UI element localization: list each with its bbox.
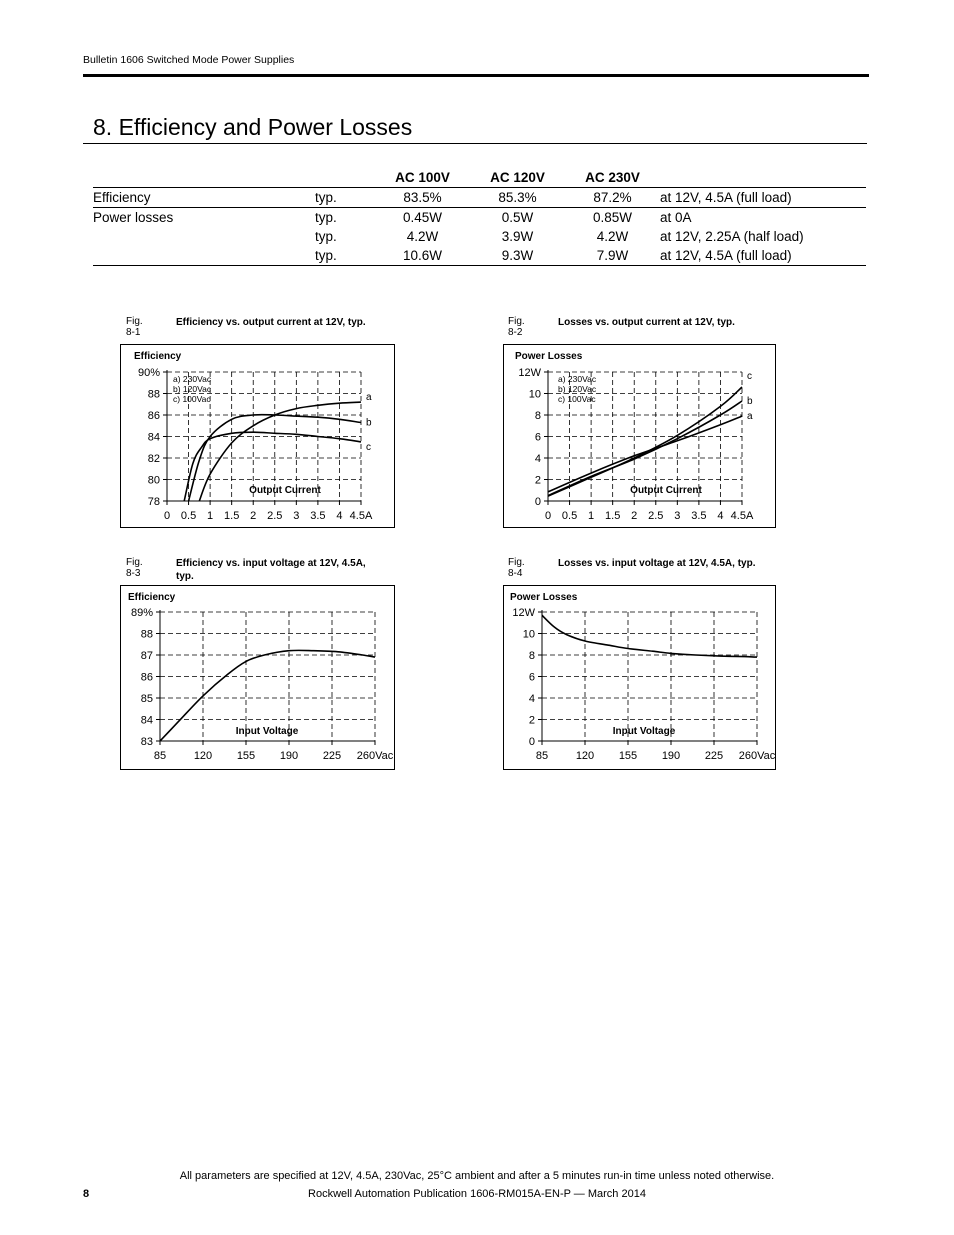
x-tick-label: 1 bbox=[207, 510, 214, 522]
publication-info: Rockwell Automation Publication 1606-RM015A-EN-P — March 2014 bbox=[308, 1188, 646, 1200]
figure-number: Fig. 8-1 bbox=[126, 316, 143, 338]
x-axis-label: Input Voltage bbox=[235, 726, 299, 737]
chart-title: Efficiency bbox=[128, 592, 176, 603]
y-tick-label: 90% bbox=[137, 367, 160, 379]
x-tick-label: 4.5A bbox=[349, 510, 373, 522]
y-tick-label: 80 bbox=[147, 474, 160, 487]
losses-vs-output-current-chart bbox=[503, 344, 776, 528]
x-tick-label: 260Vac bbox=[738, 750, 776, 762]
x-tick-label: 2.5 bbox=[267, 510, 283, 522]
x-tick-label: 225 bbox=[322, 750, 342, 762]
table-cell: Power losses bbox=[93, 210, 174, 225]
chart-title: Power Losses bbox=[515, 351, 583, 362]
x-tick-label: 120 bbox=[575, 750, 595, 762]
table-cell: typ. bbox=[315, 229, 337, 244]
y-tick-label: 6 bbox=[528, 671, 535, 684]
x-axis-label: Output Current bbox=[249, 485, 321, 496]
table-cell: typ. bbox=[315, 246, 375, 266]
series-label: c bbox=[747, 371, 752, 383]
table-cell: at 12V, 4.5A (full load) bbox=[660, 188, 866, 208]
y-tick-label: 8 bbox=[534, 410, 541, 422]
header-cell: AC 100V bbox=[375, 168, 470, 188]
header-cell bbox=[93, 168, 315, 188]
figure-caption-text: Losses vs. output current at 12V, typ. bbox=[558, 317, 735, 328]
x-tick-label: 3 bbox=[674, 510, 681, 522]
x-tick-label: 155 bbox=[236, 750, 256, 762]
legend-entry: b) 120Vac bbox=[558, 384, 597, 394]
table-cell: at 12V, 2.25A (half load) bbox=[660, 229, 804, 244]
series-label: a bbox=[366, 392, 372, 404]
spec-table-header bbox=[93, 168, 866, 188]
table-cell: 4.2W bbox=[596, 229, 629, 244]
y-tick-label: 10 bbox=[528, 388, 541, 401]
x-axis-label: Output Current bbox=[630, 485, 702, 496]
figure-caption-text: Efficiency vs. input voltage at 12V, 4.5A, typ. bbox=[176, 558, 366, 582]
x-tick-label: 0 bbox=[544, 510, 552, 522]
y-tick-label: 83 bbox=[140, 736, 153, 748]
y-tick-label: 6 bbox=[534, 431, 541, 444]
x-tick-label: 4 bbox=[717, 510, 724, 522]
y-tick-label: 86 bbox=[147, 410, 160, 422]
x-tick-label: 0.5 bbox=[180, 510, 197, 522]
legend-entry: b) 120Vac bbox=[173, 384, 212, 394]
y-tick-label: 86 bbox=[140, 671, 153, 684]
header-cell: AC 120V bbox=[470, 168, 565, 188]
chart-frame bbox=[121, 586, 395, 770]
section-title: 8. Efficiency and Power Losses bbox=[93, 114, 413, 140]
table-cell: typ. bbox=[315, 210, 337, 225]
x-tick-label: 85 bbox=[153, 750, 167, 762]
footnote: All parameters are specified at 12V, 4.5A, 230Vac, 25°C ambient and after a 5 minutes run-in time unless noted otherwise. bbox=[179, 1170, 775, 1182]
legend-entry: c) 100Vac bbox=[558, 394, 596, 404]
table-cell: 0.5W bbox=[501, 210, 534, 225]
x-tick-label: 85 bbox=[535, 750, 549, 762]
y-tick-label: 0 bbox=[534, 496, 541, 508]
y-tick-label: 12W bbox=[518, 367, 541, 379]
x-axis-label: Input Voltage bbox=[612, 726, 676, 737]
table-cell: 7.9W bbox=[565, 246, 660, 266]
series-label: a bbox=[747, 411, 753, 423]
spec-table bbox=[93, 168, 866, 266]
table-cell: Efficiency bbox=[93, 188, 315, 208]
table-row bbox=[93, 208, 866, 228]
title-rule bbox=[83, 143, 867, 144]
chart-title: Power Losses bbox=[510, 592, 578, 603]
table-cell bbox=[93, 246, 315, 266]
x-tick-label: 2 bbox=[250, 510, 257, 522]
x-tick-label: 3 bbox=[293, 510, 300, 522]
x-tick-label: 155 bbox=[618, 750, 638, 762]
legend-entry: c) 100Vac bbox=[173, 394, 211, 404]
series-line-main bbox=[542, 615, 757, 657]
table-cell: 9.3W bbox=[470, 246, 565, 266]
y-tick-label: 85 bbox=[140, 693, 153, 705]
x-tick-label: 0 bbox=[163, 510, 171, 522]
losses-vs-input-voltage-chart bbox=[503, 585, 776, 770]
y-tick-label: 2 bbox=[534, 474, 541, 487]
running-header: Bulletin 1606 Switched Mode Power Supplies bbox=[83, 54, 295, 66]
figure-number: Fig. 8-3 bbox=[126, 557, 143, 579]
table-cell: at 0A bbox=[660, 210, 692, 225]
y-tick-label: 84 bbox=[147, 431, 160, 444]
figure-number: Fig. 8-2 bbox=[508, 316, 525, 338]
y-tick-label: 4 bbox=[528, 693, 535, 705]
x-tick-label: 4 bbox=[336, 510, 343, 522]
legend-entry: a) 230Vac bbox=[558, 374, 597, 384]
y-tick-label: 2 bbox=[528, 714, 535, 727]
y-tick-label: 10 bbox=[522, 628, 535, 641]
figure-number: Fig. 8-4 bbox=[508, 557, 525, 579]
y-tick-label: 88 bbox=[140, 628, 153, 641]
x-tick-label: 225 bbox=[704, 750, 724, 762]
table-cell: 85.3% bbox=[470, 188, 565, 208]
table-cell bbox=[93, 227, 315, 246]
page-number: 8 bbox=[83, 1188, 90, 1200]
header-cell bbox=[660, 168, 866, 188]
figure-caption-text: Efficiency vs. output current at 12V, typ. bbox=[176, 317, 366, 328]
x-tick-label: 190 bbox=[661, 750, 681, 762]
x-tick-label: 1.5 bbox=[605, 510, 621, 522]
y-tick-label: 82 bbox=[147, 453, 160, 465]
efficiency-vs-input-voltage-chart bbox=[120, 585, 395, 770]
y-tick-label: 12W bbox=[512, 607, 535, 619]
y-tick-label: 84 bbox=[140, 714, 153, 727]
series-label: c bbox=[366, 441, 371, 453]
series-label: b bbox=[366, 417, 372, 429]
table-cell: typ. bbox=[315, 188, 375, 208]
y-tick-label: 0 bbox=[528, 736, 535, 748]
header-cell: AC 230V bbox=[565, 168, 660, 188]
chart-frame bbox=[504, 586, 776, 770]
table-row bbox=[93, 227, 866, 246]
y-tick-label: 87 bbox=[140, 650, 153, 662]
x-tick-label: 2.5 bbox=[648, 510, 664, 522]
x-tick-label: 1 bbox=[588, 510, 595, 522]
header-cell bbox=[315, 168, 375, 188]
table-cell: 87.2% bbox=[565, 188, 660, 208]
x-tick-label: 3.5 bbox=[691, 510, 707, 522]
table-cell: 83.5% bbox=[375, 188, 470, 208]
chart-title: Efficiency bbox=[134, 351, 182, 362]
x-tick-label: 120 bbox=[193, 750, 213, 762]
table-cell: at 12V, 4.5A (full load) bbox=[660, 246, 866, 266]
x-tick-label: 260Vac bbox=[356, 750, 394, 762]
table-row bbox=[93, 188, 866, 208]
table-cell: 0.85W bbox=[592, 210, 633, 225]
y-tick-label: 8 bbox=[528, 650, 535, 662]
table-cell: 10.6W bbox=[375, 246, 470, 266]
efficiency-vs-output-current-chart bbox=[120, 344, 395, 528]
x-tick-label: 1.5 bbox=[224, 510, 240, 522]
y-tick-label: 88 bbox=[147, 388, 160, 401]
table-cell: 3.9W bbox=[501, 229, 534, 244]
y-tick-label: 4 bbox=[534, 453, 541, 465]
table-cell: 0.45W bbox=[402, 210, 443, 225]
series-label: b bbox=[747, 396, 753, 408]
x-tick-label: 0.5 bbox=[561, 510, 578, 522]
legend-entry: a) 230Vac bbox=[173, 374, 212, 384]
x-tick-label: 2 bbox=[631, 510, 638, 522]
table-cell: 4.2W bbox=[406, 229, 439, 244]
x-tick-label: 3.5 bbox=[310, 510, 326, 522]
y-tick-label: 89% bbox=[130, 607, 153, 619]
x-tick-label: 190 bbox=[279, 750, 299, 762]
table-row bbox=[93, 246, 866, 266]
figure-caption-text: Losses vs. input voltage at 12V, 4.5A, typ. bbox=[558, 558, 756, 569]
header-rule bbox=[83, 74, 869, 77]
x-tick-label: 4.5A bbox=[730, 510, 754, 522]
y-tick-label: 78 bbox=[147, 496, 160, 508]
